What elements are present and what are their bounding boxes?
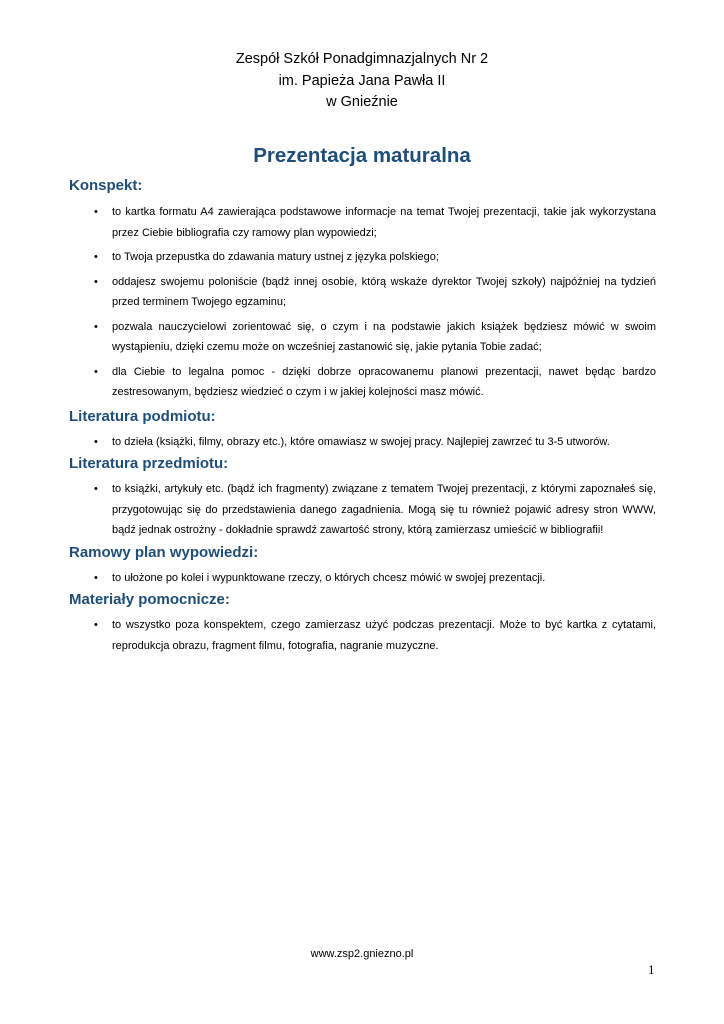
section-heading: Literatura przedmiotu:	[69, 455, 229, 472]
section-literatura-podmiotu	[69, 407, 656, 453]
list-item	[69, 362, 656, 403]
section-heading: Materiały pomocnicze:	[69, 591, 230, 608]
list-item-text: pozwala nauczycielowi zorientować się, o czym i na podstawie jakich książek będziesz mówić w swoim wystąpieniu, dzięki czemu może on wcześniej zastanowić się, jakie pytania Tobie zadać;	[112, 320, 656, 353]
list-item-text: to Twoja przepustka do zdawania matury ustnej z języka polskiego;	[112, 251, 439, 263]
bullet-list	[69, 202, 656, 403]
school-patron: im. Papieża Jana Pawła II	[278, 72, 446, 89]
list-item	[69, 568, 656, 589]
list-item	[69, 272, 656, 313]
bullet-list	[69, 568, 656, 589]
list-item	[69, 479, 656, 541]
list-item-text: oddajesz swojemu poloniście (bądź innej osobie, którą wskaże dyrektor Twojej szkoły) najpóźniej na tydzień przed terminem Twojego egzaminu;	[112, 275, 656, 308]
bullet-icon: •	[94, 483, 98, 495]
section-konspekt	[69, 176, 656, 403]
school-city: w Gnieźnie	[326, 94, 398, 110]
section-literatura-przedmiotu	[69, 454, 656, 541]
bullet-icon: •	[94, 619, 98, 631]
bullet-icon: •	[94, 320, 98, 333]
document-body	[69, 176, 656, 658]
list-item-text: to wszystko poza konspektem, czego zamierzasz użyć podczas prezentacji. Może to być kartka z cytatami, reprodukcja obrazu, fragment filmu, fotografia, nagranie muzyczne.	[112, 619, 656, 652]
list-item-text: dla Ciebie to legalna pomoc - dzięki dobrze opracowanemu planowi prezentacji, nawet będąc bardzo zestresowanym, będziesz wiedzieć o czym i w jakiej kolejności masz mówić.	[112, 365, 656, 398]
bullet-list	[69, 432, 656, 453]
list-item-text: to dzieła (książki, filmy, obrazy etc.), które omawiasz w swojej pracy. Najlepiej zawrzeć tu 3-5 utworów.	[112, 435, 610, 448]
list-item	[69, 202, 656, 243]
section-ramowy-plan	[69, 543, 656, 589]
bullet-icon: •	[94, 435, 98, 448]
list-item-text: to ułożone po kolei i wypunktowane rzeczy, o których chcesz mówić w swojej prezentacji.	[112, 571, 546, 584]
page-number: 1	[648, 962, 655, 977]
section-heading: Literatura podmiotu:	[69, 407, 216, 425]
bullet-list	[69, 615, 656, 656]
section-heading: Ramowy plan wypowiedzi:	[69, 543, 259, 561]
list-item-text: to książki, artykuły etc. (bądź ich fragmenty) związane z tematem Twojej prezentacji, z którymi zapoznałeś się, przygotowując się do przedstawienia danego zagadnienia. Mogą się tu również pojawić adresy stron WWW, bądź jednak ostrożny - dokładnie sprawdź zawartość strony, którą zamierzasz umieścić w bibliografii!	[112, 483, 656, 536]
bullet-icon: •	[94, 206, 98, 218]
section-heading: Konspekt:	[69, 177, 143, 194]
bullet-icon: •	[94, 275, 98, 288]
bullet-icon: •	[94, 251, 98, 263]
list-item	[69, 615, 656, 656]
list-item-text: to kartka formatu A4 zawierająca podstawowe informacje na temat Twojej prezentacji, takie jak wykorzystana przez Ciebie bibliografia czy ramowy plan wypowiedzi;	[112, 206, 656, 239]
bullet-list	[69, 479, 656, 541]
list-item	[69, 247, 656, 268]
bullet-icon: •	[94, 365, 98, 378]
list-item	[69, 432, 656, 453]
list-item	[69, 317, 656, 358]
school-name: Zespół Szkół Ponadgimnazjalnych Nr 2	[235, 51, 489, 67]
bullet-icon: •	[94, 571, 98, 584]
document-title: Prezentacja maturalna	[253, 144, 471, 167]
school-header	[0, 49, 724, 114]
footer-url: www.zsp2.gniezno.pl	[310, 948, 414, 960]
section-materialy-pomocnicze	[69, 590, 656, 656]
